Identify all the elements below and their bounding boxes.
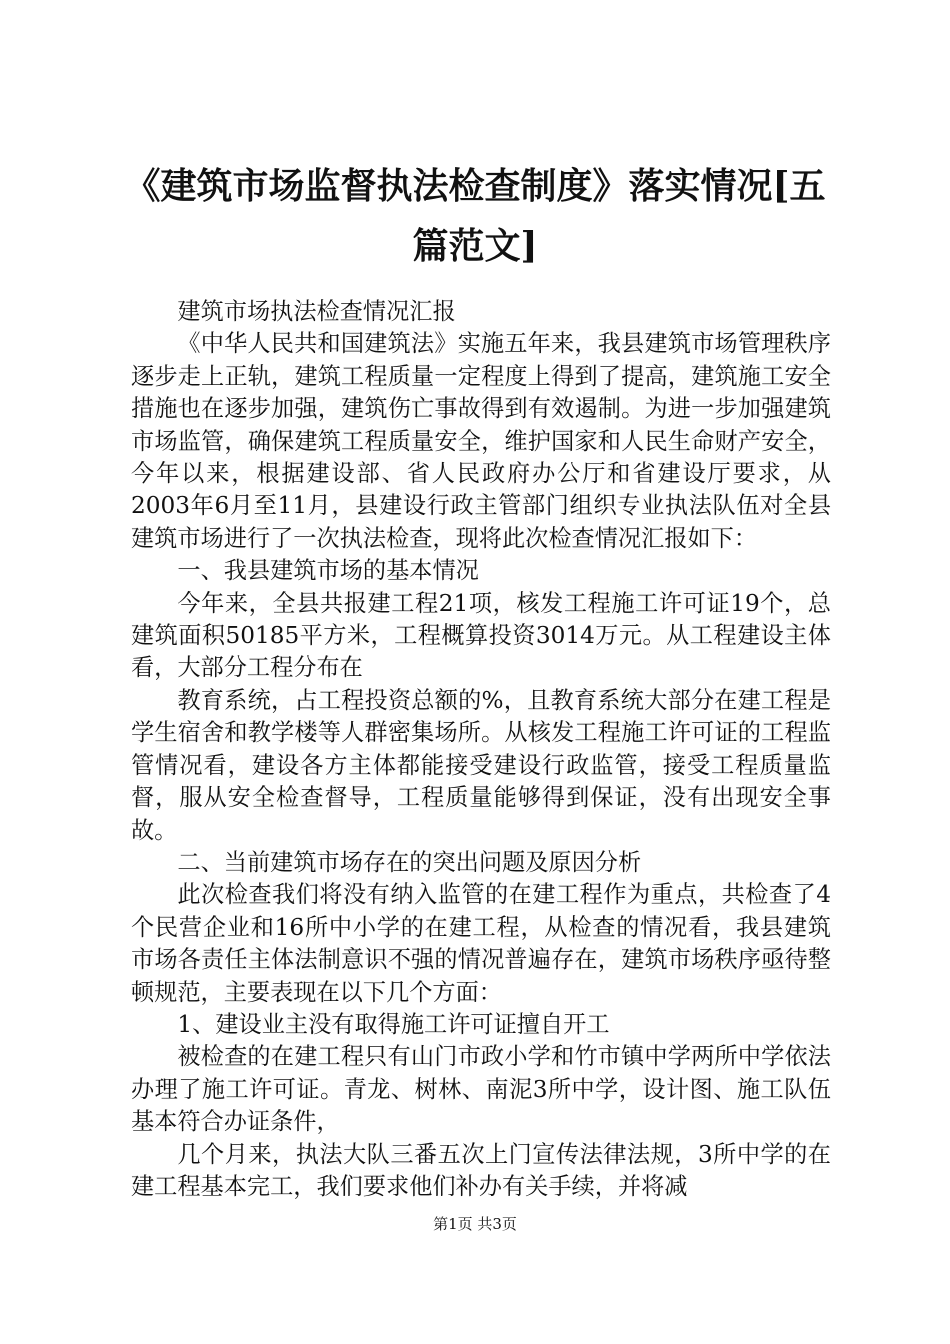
document-body xyxy=(131,296,831,1203)
page-number-footer: 第1页 共3页 xyxy=(433,1215,517,1233)
paragraph: 今年来，全县共报建工程21项，核发工程施工许可证19个，总建筑面积50185平方米，工程概算投资3014万元。从工程建设主体看，大部分工程分布在 xyxy=(131,589,831,682)
paragraph: 此次检查我们将没有纳入监管的在建工程作为重点，共检查了4个民营企业和16所中小学的在建工程，从检查的情况看，我县建筑市场各责任主体法制意识不强的情况普遍存在，建筑市场秩序亟待整顿规范，主要表现在以下几个方面： xyxy=(131,881,831,1006)
subsection-heading: 1、建设业主没有取得施工许可证擅自开工 xyxy=(177,1010,610,1038)
section-heading: 建筑市场执法检查情况汇报 xyxy=(177,298,456,325)
paragraph: 《中华人民共和国建筑法》实施五年来，我县建筑市场管理秩序逐步走上正轨，建筑工程质量一定程度上得到了提高，建筑施工安全措施也在逐步加强，建筑伤亡事故得到有效遏制。为进一步加强建筑市场监管，确保建筑工程质量安全，维护国家和人民生命财产安全，今年以来，根据建设部、省人民政府办公厅和省建设厅要求，从2003年6月至11月，县建设行政主管部门组织专业执法队伍对全县建筑市场进行了一次执法检查，现将此次检查情况汇报如下： xyxy=(131,330,831,552)
document-title: 《建筑市场监督执法检查制度》落实情况[五篇范文] xyxy=(124,165,826,267)
paragraph: 教育系统，占工程投资总额的%，且教育系统大部分在建工程是学生宿舍和教学楼等人群密集场所。从核发工程施工许可证的工程监管情况看，建设各方主体都能接受建设行政监管，接受工程质量监督，服从安全检查督导，工程质量能够得到保证，没有出现安全事故。 xyxy=(131,686,831,844)
paragraph: 几个月来，执法大队三番五次上门宣传法律法规，3所中学的在建工程基本完工，我们要求他们补办有关手续，并将减 xyxy=(131,1140,831,1200)
section-heading: 一、我县建筑市场的基本情况 xyxy=(177,557,479,585)
paragraph: 被检查的在建工程只有山门市政小学和竹市镇中学两所中学依法办理了施工许可证。青龙、树林、南泥3所中学，设计图、施工队伍基本符合办证条件， xyxy=(131,1043,831,1136)
section-heading: 二、当前建筑市场存在的突出问题及原因分析 xyxy=(177,848,642,876)
